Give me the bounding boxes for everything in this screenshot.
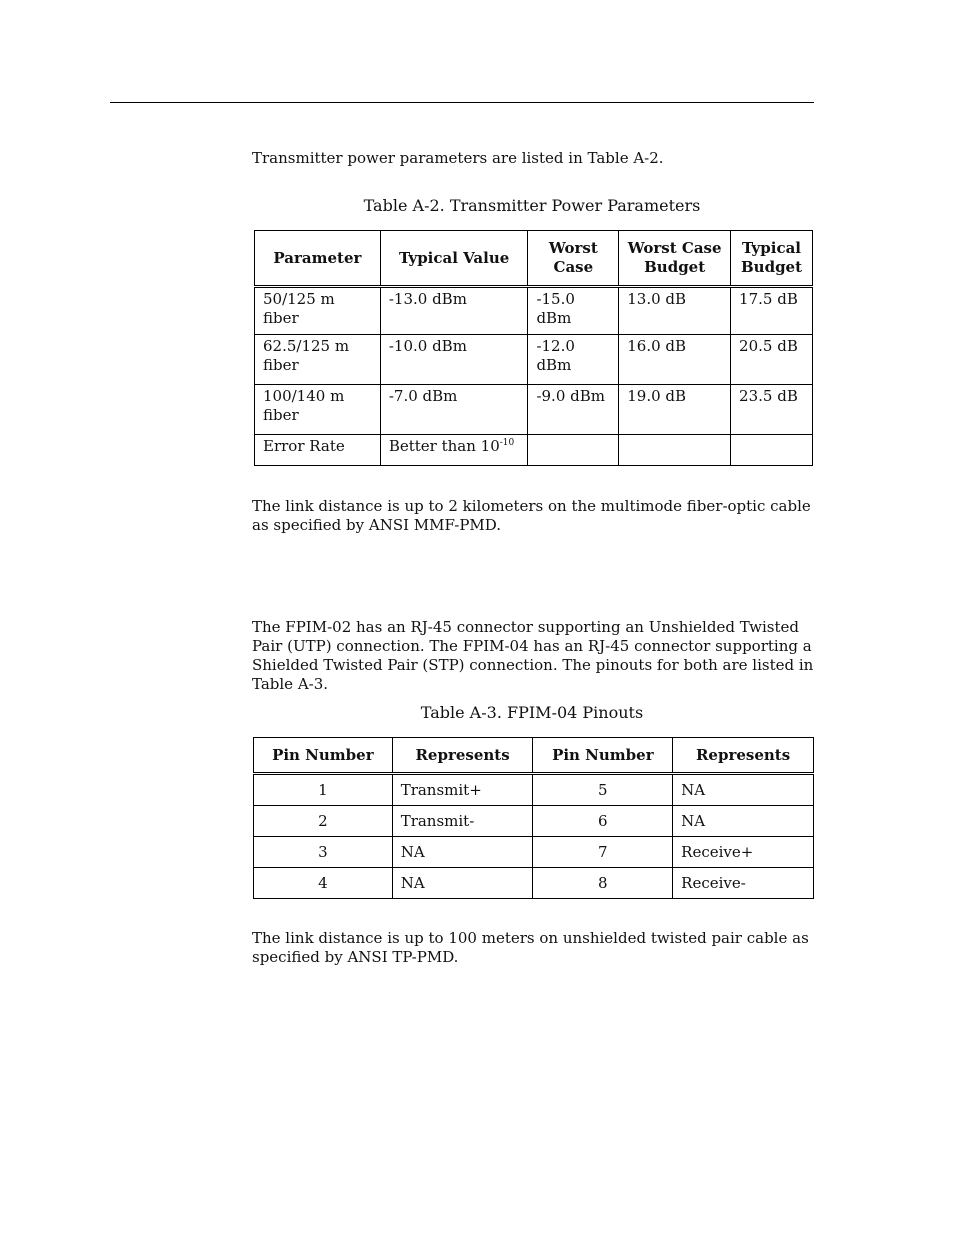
header-cell: Worst Case [528, 231, 619, 287]
tp-paragraph: The link distance is up to 100 meters on unshielded twisted pair cable as specified by ANSI TP-PMD. [252, 929, 809, 966]
table-row [254, 774, 814, 806]
table-cell: -9.0 dBm [528, 385, 619, 435]
table-cell: Receive+ [673, 837, 814, 868]
header-cell: Typical Value [380, 231, 528, 287]
table-a3-caption: Table A-3. FPIM-04 Pinouts [420, 703, 644, 722]
table-cell [528, 435, 619, 466]
header-cell: Pin Number [254, 738, 393, 774]
table-cell: NA [673, 806, 814, 837]
table-cell: 5 [533, 774, 673, 806]
table-row [254, 806, 814, 837]
error-rate-exponent: -10 [499, 438, 515, 448]
table-row [255, 287, 813, 335]
table-cell: 20.5 dB [731, 335, 813, 385]
table-row [255, 435, 813, 466]
table-cell: 2 [254, 806, 393, 837]
header-cell: Parameter [255, 231, 381, 287]
error-rate-label: Error Rate [255, 435, 381, 466]
table-cell: -13.0 dBm [380, 287, 528, 335]
table-cell: -15.0 dBm [528, 287, 619, 335]
table-cell: Receive- [673, 868, 814, 899]
intro-paragraph: Transmitter power parameters are listed in Table A-2. [252, 149, 664, 167]
header-cell: Represents [673, 738, 814, 774]
table-cell: -12.0 dBm [528, 335, 619, 385]
table-cell: -10.0 dBm [380, 335, 528, 385]
table-cell: 1 [254, 774, 393, 806]
table-row [254, 837, 814, 868]
table-cell: 8 [533, 868, 673, 899]
table-row [255, 385, 813, 435]
table-cell: 17.5 dB [731, 287, 813, 335]
table-cell: Transmit+ [392, 774, 533, 806]
error-rate-base: Better than 10 [388, 437, 500, 455]
table-header-row [254, 738, 814, 774]
table-header-row [255, 231, 813, 287]
table-cell [619, 435, 731, 466]
table-a2-caption: Table A-2. Transmitter Power Parameters [363, 196, 701, 215]
header-cell: Represents [392, 738, 533, 774]
table-cell: -7.0 dBm [380, 385, 528, 435]
table-cell: 6 [533, 806, 673, 837]
table-cell: 50/125 m fiber [255, 287, 381, 335]
table-cell: NA [392, 868, 533, 899]
table-cell: 23.5 dB [731, 385, 813, 435]
pinouts-table [253, 737, 814, 899]
table-row [254, 868, 814, 899]
table-cell: 3 [254, 837, 393, 868]
header-rule [110, 102, 814, 103]
header-cell: Worst Case Budget [619, 231, 731, 287]
transmitter-power-table [254, 230, 813, 466]
mmf-paragraph: The link distance is up to 2 kilometers on the multimode fiber-optic cable as specified by ANSI MMF-PMD. [252, 497, 811, 534]
table-cell [731, 435, 813, 466]
table-cell: 4 [254, 868, 393, 899]
error-rate-value [380, 435, 528, 466]
table-row [255, 335, 813, 385]
fpim-paragraph: The FPIM-02 has an RJ-45 connector supporting an Unshielded Twisted Pair (UTP) connection. The FPIM-04 has an RJ-45 connector supporting a Shielded Twisted Pair (STP) connection. The pinouts for both are listed in Table A-3. [252, 618, 814, 693]
table-cell: NA [392, 837, 533, 868]
table-cell: 13.0 dB [619, 287, 731, 335]
header-cell: Pin Number [533, 738, 673, 774]
table-cell: Transmit- [392, 806, 533, 837]
table-cell: NA [673, 774, 814, 806]
table-cell: 16.0 dB [619, 335, 731, 385]
table-cell: 100/140 m fiber [255, 385, 381, 435]
header-cell: Typical Budget [731, 231, 813, 287]
table-cell: 62.5/125 m fiber [255, 335, 381, 385]
table-cell: 7 [533, 837, 673, 868]
table-cell: 19.0 dB [619, 385, 731, 435]
